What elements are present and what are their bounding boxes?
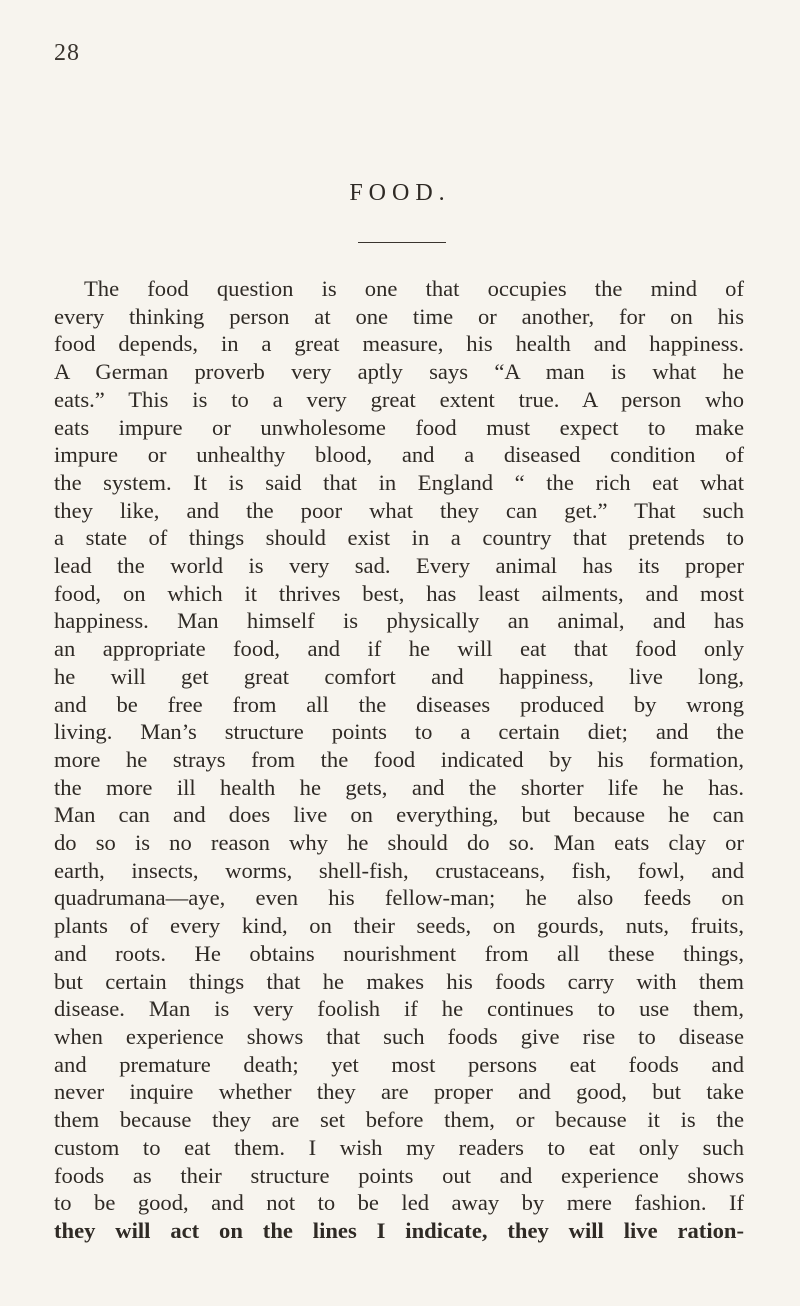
text-line: they like, and the poor what they can get.” That such xyxy=(54,497,744,523)
body-paragraph xyxy=(54,275,744,1245)
text-line: the more ill health he gets, and the shorter life he has. xyxy=(54,774,744,800)
text-line: to be good, and not to be led away by mere fashion. If xyxy=(54,1190,744,1216)
text-line: and roots. He obtains nourishment from all these things, xyxy=(54,940,744,966)
text-line: never inquire whether they are proper and good, but take xyxy=(54,1079,744,1105)
page-number: 28 xyxy=(54,40,80,66)
text-line: living. Man’s structure points to a certain diet; and the xyxy=(54,719,744,745)
text-line: they will act on the lines I indicate, they will live ration- xyxy=(54,1217,744,1243)
text-line: eats.” This is to a very great extent true. A person who xyxy=(54,386,744,412)
text-line: eats impure or unwholesome food must expect to make xyxy=(54,414,744,440)
text-line: lead the world is very sad. Every animal has its proper xyxy=(54,553,744,579)
text-line: the system. It is said that in England “ the rich eat what xyxy=(54,469,744,495)
text-line: impure or unhealthy blood, and a diseased condition of xyxy=(54,442,744,468)
text-line: every thinking person at one time or another, for on his xyxy=(54,303,744,329)
chapter-title: FOOD. xyxy=(349,180,451,206)
text-line: food, on which it thrives best, has least ailments, and most xyxy=(54,580,744,606)
text-line: them because they are set before them, or because it is the xyxy=(54,1107,744,1133)
text-line: more he strays from the food indicated by his formation, xyxy=(54,746,744,772)
text-line: a state of things should exist in a country that pretends to xyxy=(54,525,744,551)
text-line: when experience shows that such foods give rise to disease xyxy=(54,1023,744,1049)
text-line: and premature death; yet most persons eat foods and xyxy=(54,1051,744,1077)
text-line: an appropriate food, and if he will eat that food only xyxy=(54,636,744,662)
text-line: Man can and does live on everything, but because he can xyxy=(54,802,744,828)
text-line: happiness. Man himself is physically an animal, and has xyxy=(54,608,744,634)
text-line: foods as their structure points out and experience shows xyxy=(54,1162,744,1188)
text-line: custom to eat them. I wish my readers to eat only such xyxy=(54,1134,744,1160)
text-line: The food question is one that occupies the mind of xyxy=(84,276,744,301)
text-line: plants of every kind, on their seeds, on gourds, nuts, fruits, xyxy=(54,913,744,939)
text-line: quadrumana—aye, even his fellow-man; he also feeds on xyxy=(54,885,744,911)
text-line: but certain things that he makes his foods carry with them xyxy=(54,968,744,994)
text-line: do so is no reason why he should do so. Man eats clay or xyxy=(54,830,744,856)
text-line: and be free from all the diseases produced by wrong xyxy=(54,691,744,717)
title-rule xyxy=(358,242,446,243)
text-line: he will get great comfort and happiness, live long, xyxy=(54,663,744,689)
text-line: disease. Man is very foolish if he continues to use them, xyxy=(54,996,744,1022)
text-line: food depends, in a great measure, his health and happiness. xyxy=(54,331,744,357)
text-line: A German proverb very aptly says “A man is what he xyxy=(54,359,744,385)
text-line: earth, insects, worms, shell-fish, crustaceans, fish, fowl, and xyxy=(54,857,744,883)
